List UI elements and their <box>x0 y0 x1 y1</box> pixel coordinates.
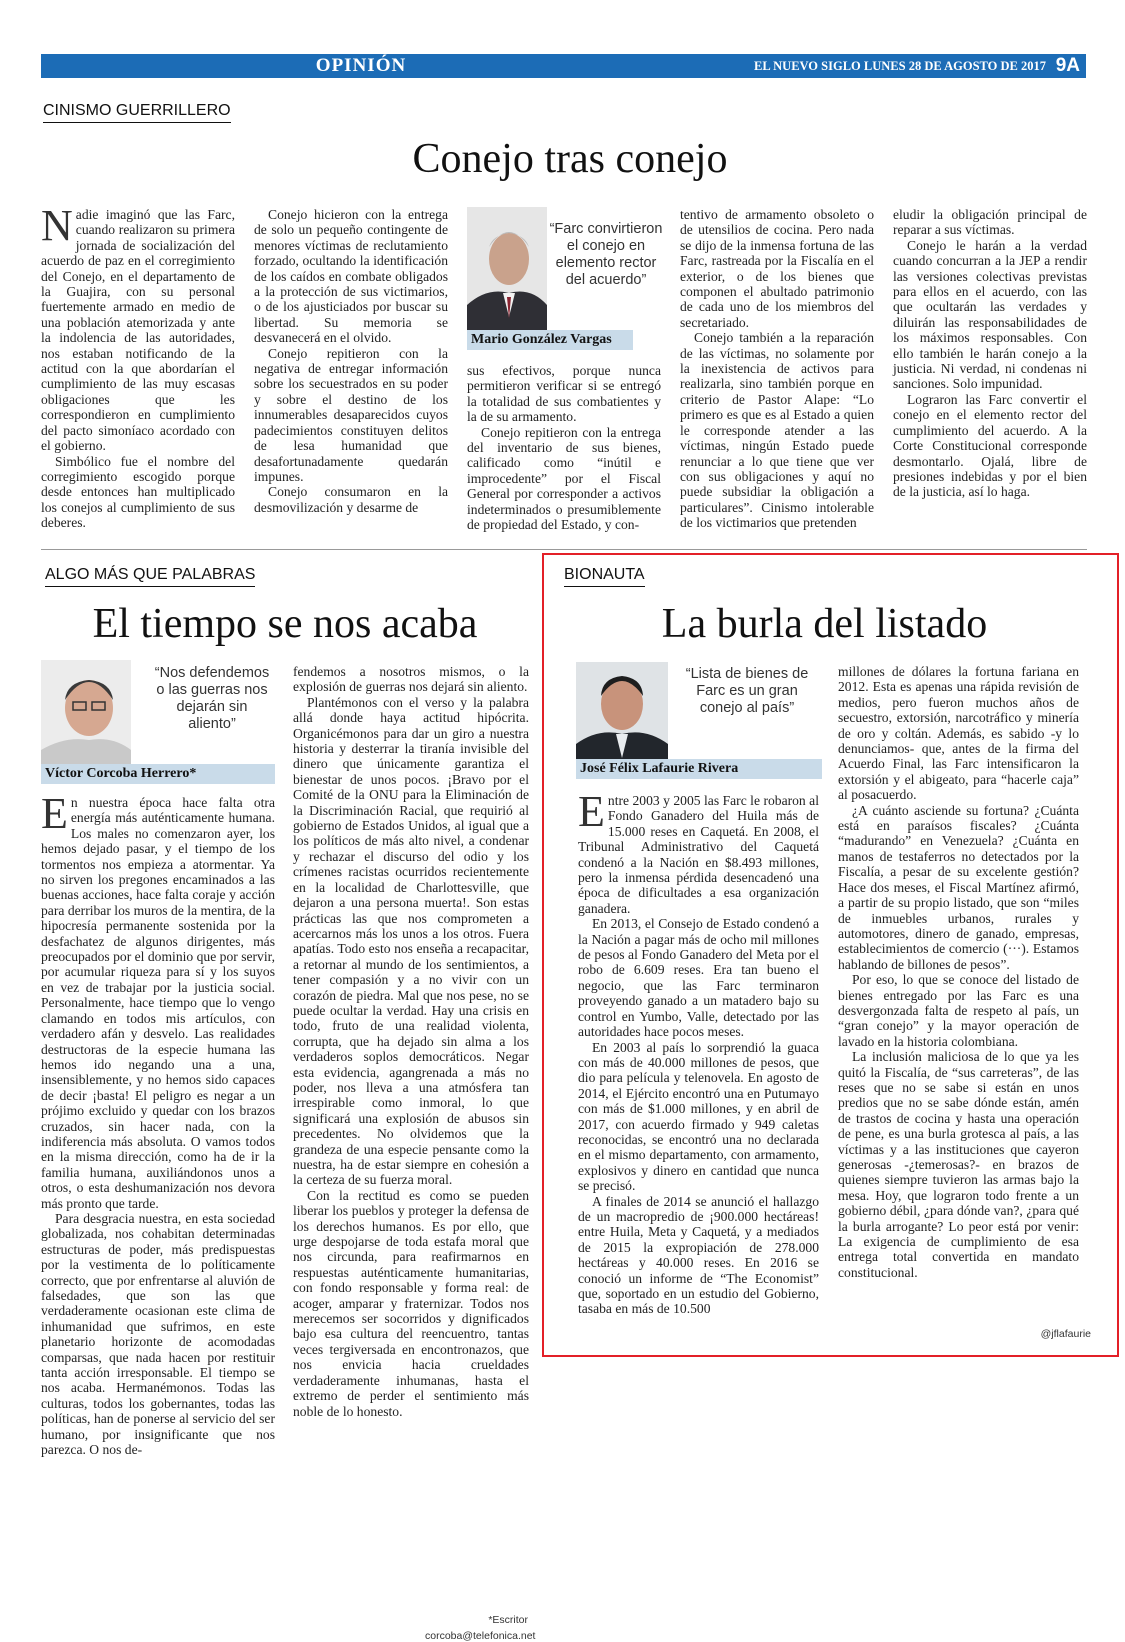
article-tiempo <box>0 555 540 1642</box>
author-name: Mario González Vargas <box>467 330 633 350</box>
section-divider <box>41 549 1087 550</box>
author-photo <box>576 662 668 760</box>
author-photo <box>41 660 131 764</box>
column-2 <box>254 207 448 515</box>
headline: La burla del listado <box>661 601 988 647</box>
author-box <box>576 662 822 790</box>
kicker: ALGO MÁS QUE PALABRAS <box>45 566 255 587</box>
paragraph: Por eso, lo que se conoce del listado de bienes entregado por las Farc es una desvergonzada falta de respeto al país, un “gran conejo” y la mayor operación de lavado en la historia colombiana. <box>838 972 1079 1049</box>
paragraph: millones de dólares la fortuna fariana en 2012. Esta es apenas una rápida revisión de medios, pero fueron muchos años de secuestro, extorsión, narcotráfico y minería de oro y coltán. Además, es sabido -y lo denunciamos- que, antes de la firma del Acuerdo Final, las Farc intensificaron la extorsión y el abigeato, para “hacerle caja” al posacuerdo. <box>838 664 1079 803</box>
column-4 <box>680 207 874 531</box>
paragraph: Simbólico fue el nombre del corregimiento escogido porque desde entonces han multiplicado los conejos al cumplimiento de sus deberes. <box>41 453 235 531</box>
page-number: 9A <box>1055 55 1080 76</box>
column-1 <box>41 201 235 531</box>
author-box <box>41 660 275 786</box>
kicker: CINISMO GUERRILLERO <box>43 102 231 123</box>
paragraph: Lograron las Farc convertir el conejo en el elemento rector del cumplimiento del acuerdo. A la Corte Constitucional corresponde desmontarlo. Ojalá, libre de presiones indebidas y por el bien de la justicia, así lo haga. <box>893 391 1087 500</box>
section-title: OPINIÓN <box>315 55 407 76</box>
drop-cap: E <box>41 789 68 838</box>
article-conejo <box>0 0 1125 545</box>
column-2 <box>293 664 529 1419</box>
paragraph: La inclusión maliciosa de lo que ya les quitó la Fiscalía, de “sus carreteras”, de las reses que no se sabe si están en unos predios que no se sabe dónde están, amén de trastos de cocina y hasta una operación de pene, es una burla grotesca al país, a las víctimas y a las instituciones que cayeron generosas -¿temerosas?- en brazos de quienes siempre tuvieron las armas bajo la mesa. Hoy, que lograron todo frente a un gobierno débil, ¿para dónde van?, ¿para qué la burla arrogante? Lo peor está por venir: La exigencia de cumplimiento de esa entrega total convertida en mandato constitucional. <box>838 1049 1079 1280</box>
column-5 <box>893 207 1087 500</box>
paper-date: EL NUEVO SIGLO LUNES 28 DE AGOSTO DE 2017 <box>754 59 1046 73</box>
paragraph: ¿A cuánto asciende su fortuna? ¿Cuánta está en paraísos fiscales? ¿Cuánta “madurando” en Venezuela? ¿Cuánta en manos de testaferros no detectados por la Fiscalía, a pesar de su excelente gestión? Hace dos meses, el Fiscal Martínez afirmó, a partir de su propio listado, que son “miles de inmuebles urbanos, rurales y automotores, dinero de ganado, empresas, establecimientos de comercio (···). Estamos hablando de billones de pesos”. <box>838 802 1079 972</box>
paragraph: fendemos a nosotros mismos, o la explosión de guerras nos dejará sin aliento. <box>293 664 529 695</box>
author-photo <box>467 207 547 331</box>
author-box <box>467 207 665 347</box>
author-email[interactable]: corcoba@telefonica.net <box>425 1630 536 1642</box>
footnote: *Escritor <box>488 1614 528 1626</box>
paragraph: Conejo consumaron en la desmovilización y desarme de <box>254 484 448 515</box>
pull-quote: “Lista de bienes de Farc es un gran conejo al país” <box>685 666 809 716</box>
author-name: José Félix Lafaurie Rivera <box>576 759 822 779</box>
kicker: BIONAUTA <box>564 566 645 587</box>
column-1 <box>41 789 275 1458</box>
author-handle[interactable]: @jflafaurie <box>1040 1328 1091 1340</box>
paragraph: Conejo hicieron con la entrega de solo un pequeño contingente de menores víctimas de reclutamiento forzado, ocultando la identificación de los caídos en combate obligados a la protección de sus victimarios, o de los ajusticiados por buscar su libertad. Su memoria se desvanecerá en el olvido. <box>254 207 448 346</box>
paragraph: ntre 2003 y 2005 las Farc le robaron al Fondo Ganadero del Huila más de 15.000 reses en Caquetá. En 2008, el Tribunal Administrativo del Caquetá condenó a la Nación en $8.493 millones, pero la inmensa pérdida desencadenó una época de dificultades a esa organización ganadera. <box>578 793 819 916</box>
paragraph: En 2013, el Consejo de Estado condenó a la Nación a pagar más de ocho mil millones de pesos al Fondo Ganadero del Meta por el robo de 6.609 reses. Era tan bueno el negocio, que las Farc terminaron proveyendo ganado a un matadero bajo su control en Yumbo, Valle, detectado por las autoridades hace pocos meses. <box>578 916 819 1040</box>
paragraph: eludir la obligación principal de reparar a sus víctimas. <box>893 207 1087 238</box>
paragraph: Plantémonos con el verso y la palabra allá donde haya actitud hipócrita. Organicémonos para dar un giro a nuestra historia y desterrar la tiranía invisible del dinero que únicamente garantiza el bienestar de unos pocos. ¡Bravo por el Comité de la ONU para la Eliminación de la Discriminación Racial, que requirió al gobierno de Estados Unidos, al igual que a los políticos de más alto nivel, a condenar y rechazar el discurso del odio y los crímenes racistas ocurridos recientemente en la localidad de Charlottesville, que dejaron a una persona muerta!. Son estas prácticas las que nos comprometen a acercarnos más los unos a los otros. Fuera apatías. Todo esto nos enseña a recapacitar, a retornar al mundo de los sentimientos, a tener compasión y a no vivir con un corazón de piedra. Mal que nos pese, no se puede ocultar la verdad. Hay una crisis en todo, fruto de una realidad violenta, corrupta, que ha dejado sin alma a los verdaderos soplos democráticos. Negar esta evidencia, agangrenada a más no poder, nos lleva a una atmósfera tan irrespirable como inmoral, lo que significará una explosión de abusos sin precedentes. No olvidemos que la grandeza de una especie pensante como la nuestra, ha de estar siempre en cohesión a la certeza de su fuerza moral. <box>293 694 529 1188</box>
paragraph: Conejo repitieron con la negativa de entregar información sobre los secuestrados en su poder y sobre el destino de los innumerables desaparecidos cuyos padecimientos constituyen delitos de lesa humanidad que desafortunadamente quedarán impunes. <box>254 345 448 484</box>
paragraph: n nuestra época hace falta otra energía más auténticamente humana. Los males no comenzaron ayer, los hemos dejado pasar, y el tiempo de los tormentos nos empieza a atormentar. Ya no sirven los pregones encaminados a las buenas acciones, hace falta coraje y acción para derribar los muros de la mentira, de la hipocresía permanente sostenida por la desfachatez de algunos dirigentes, más preocupados por el dominio que por servir, por acumular riqueza para sí y los suyos en vez de trabajar por la justicia social. Personalmente, hace tiempo que lo vengo clamando en todos mis artículos, con verdadero afán y desvelo. Las realidades destructoras de la especie humana las hemos ido negando una a una, insensiblemente, y no hemos sido capaces de decir ¡basta! El peligro es negar a un prójimo excluido y quedar con los brazos cruzados, sin hacer nada, con la indiferencia más absoluta. O vamos todos en la misma dirección, como ha de ir la familia humana, auxiliándonos unos a otros, o esta deshumanización nos devora más pronto que tarde. <box>41 795 275 1211</box>
paragraph: Conejo también a la reparación de las víctimas, no solamente por la inexistencia de activos para realizarla, sino también porque en criterio de Pastor Alape: “Lo primero es que es al Estado a quien le corresponde atender a las víctimas, ningún Estado puede renunciar a lo que tiene que ver con sus obligaciones y aquí no puede subsidiar la obligación a particulares”. Cinismo intolerable de los victimarios que pretenden <box>680 330 874 531</box>
column-3 <box>467 363 661 532</box>
column-2 <box>838 664 1079 1280</box>
paragraph: Conejo repitieron con la entrega del inventario de sus bienes, calificado como “inútil e improcedente” por el Fiscal General por corresponder a activos indeterminados o presumiblemente de propiedad del Estado, y con- <box>467 424 661 533</box>
headline: Conejo tras conejo <box>412 136 728 182</box>
paragraph: Para desgracia nuestra, en esta sociedad globalizada, nos cohabitan determinadas estructuras de poder, más predispuestas por la vestimenta de lo políticamente correcto, que por enfrentarse al aluvión de falsedades, que son las que verdaderamente ocasionan este clima de inhumanidad que sufrimos, en este planetario horizonte de acomodadas comparsas, que nada hacen por restituir tanta acción irresponsable. El tiempo se nos acaba. Hermanémonos. Todas las culturas, todos los gobernantes, todas las políticas, han de ponerse al servicio del ser humano, por insignificante que nos parezca. O nos de- <box>41 1210 275 1458</box>
paragraph: A finales de 2014 se anunció el hallazgo de un macropredio de ¡900.000 hectáreas! entre Huila, Meta y Caquetá, y a mediados de 2015 la expropiación de 278.000 hectáreas y 40.000 reses. En 2016 se conoció un informe de “The Economist” que, soportado en un estudio del Gobierno, tasaba en más de 10.500 <box>578 1193 819 1317</box>
paragraph: tentivo de armamento obsoleto o de utensilios de cocina. Pero nada se dijo de la inmensa fortuna de las Farc, rastreada por la Fiscalía en el exterior, o de los bienes que componen el abultado patrimonio de cada uno de los miembros del secretariado. <box>680 207 874 330</box>
drop-cap: E <box>578 787 605 836</box>
pull-quote: “Farc convirtieron el conejo en elemento rector del acuerdo” <box>549 221 663 288</box>
paragraph: sus efectivos, porque nunca permitieron verificar si se entregó la totalidad de sus combatientes y la de su armamento. <box>467 363 661 425</box>
headline: El tiempo se nos acaba <box>92 601 478 647</box>
pull-quote: “Nos defendemos o las guerras nos dejarán sin aliento” <box>154 665 270 732</box>
paragraph: En 2003 al país lo sorprendió la guaca con más de 40.000 millones de pesos, que dio para película y telenovela. En agosto de 2014, el Ejército encontró una en Putumayo con más de $1.000 millones, y en abril de 2017, con acuerdo firmado y 949 caletas reconocidas, se encontró una no declarada en el mismo departamento, con armamento, explosivos y dinero en cantidad que nunca se precisó. <box>578 1039 819 1194</box>
paragraph: adie imaginó que las Farc, cuando realizaron su primera jornada de socialización del acuerdo de paz en el corregimiento del Conejo, en el departamento de la Guajira, con su personal fuertemente armado en medio de una población atemorizada y ante la indolencia de las autoridades, nos estaban notificando de la actitud con la que abordarían el cumplimiento de las muy escasas obligaciones que les correspondieron en cumplimiento del pacto simoníaco acordado con el gobierno. <box>41 207 235 454</box>
author-name: Víctor Corcoba Herrero* <box>41 764 275 784</box>
drop-cap: N <box>41 201 73 250</box>
article-listado <box>542 555 1117 1355</box>
paragraph: Conejo le harán a la verdad cuando concurran a la JEP a rendir las versiones colectivas previstas para ellos en el acuerdo, con las que ocultarán las verdades y diluirán las responsabilidades de los máximos responsables. Con ello también le harán conejo a la justicia. Ni verdad, ni condenas ni sanciones. Solo impunidad. <box>893 237 1087 392</box>
paragraph: Con la rectitud es como se pueden liberar los pueblos y proteger la defensa de los derechos humanos. Es por ello, que urge despojarse de toda estafa moral que nos circunda, para reafirmarnos en respuestas auténticamente humanitarias, con fondo responsable y forma real: de acoger, amparar y fraternizar. Todos nos merecemos ser socorridos y dignificados bajo esa cultura del reencuentro, tantas veces tergiversada en encontronazos, que nos envicia hacia crueldades verdaderamente inhumanas, hasta el extremo de perder el sentimiento más noble de lo honesto. <box>293 1187 529 1419</box>
column-1 <box>578 787 819 1317</box>
